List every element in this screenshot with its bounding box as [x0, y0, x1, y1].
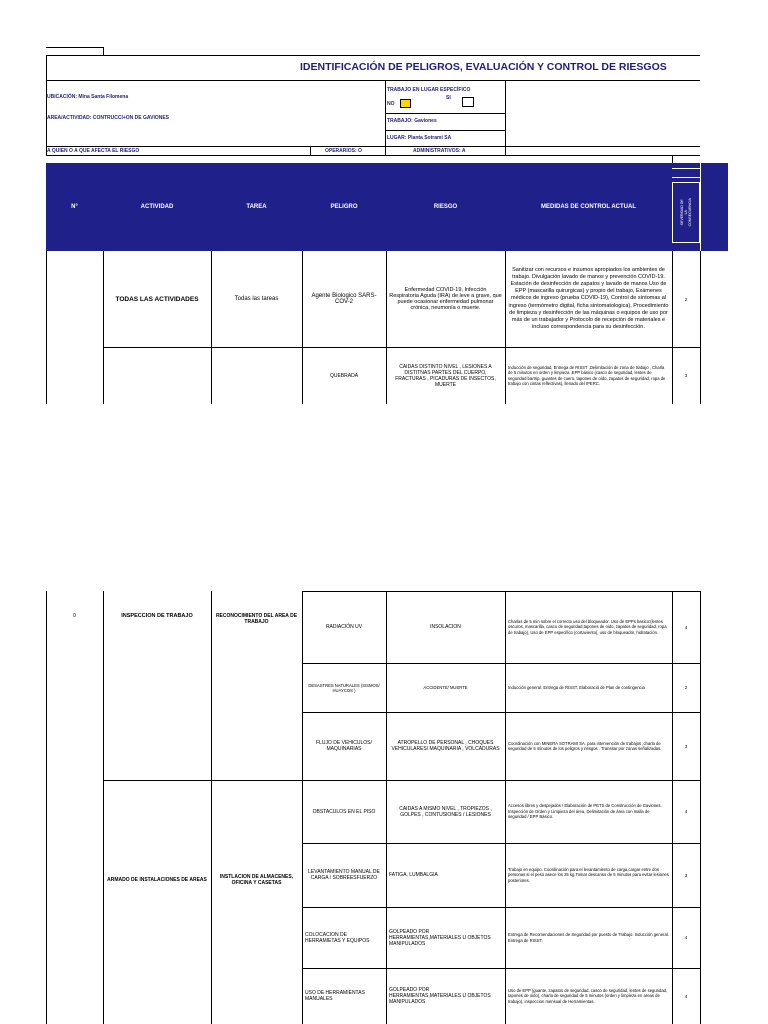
p2-row1-severidad: 4 — [684, 624, 688, 630]
col-header-severidad-wrap — [672, 182, 700, 243]
si-label: SI — [446, 95, 451, 101]
row2-severidad: 3 — [684, 373, 688, 378]
p2-row3-riesgo: ATROPELLO DE PERSONAL , CHOQUES VEHICULARES/ MAQUINARIA , VOLCADURAS — [391, 740, 500, 752]
row2-medidas: Inducción de seguridad, Entrega de RISST ,Delimitación de zona de trabajo , Charla de 5 minutos en orden y limpieza ,EPP básico (casco de seguridad, lentes de seguridad bartrip, guantes de cuero, tapones de oído, zapatos de seguridad, ropa de trabajo con cintas reflectivas), llenado del IPERC. — [508, 364, 666, 386]
grid-line — [46, 591, 47, 1024]
p2-row6-severidad: 4 — [684, 935, 688, 940]
top-tab-edge — [103, 47, 104, 55]
row1-riesgo: Enfermedad COVID-19, Infección Respiratoria Aguda (IRA) de leve a grave, que puede ocasionar enfermedad pulmonar crónica, neumonía o muerte. — [389, 287, 502, 311]
p2-row5-medidas: Trabajo en equipo. Coordinación para el levantamiento de carga,cargar entre dos personas si el peso asece los 25 kg.Tomar descanso de 5 minutos para evitar lesiones posteriores. — [508, 866, 669, 883]
header-divider — [385, 80, 386, 155]
page-title: IDENTIFICACIÓN DE PELIGROS, EVALUACIÓN Y CONTROL DE RIESGOS — [300, 61, 667, 73]
header-grid-line — [672, 177, 700, 178]
col-header-riesgo: RIESGO — [433, 204, 458, 210]
col-header-actividad: ACTIVIDAD — [140, 204, 174, 210]
group2-actividad: ARMADO DE INSTALACIONES DE AREAS — [107, 877, 207, 883]
header-divider — [310, 146, 311, 155]
row1-tarea: Todas las tareas — [234, 296, 279, 302]
p2-row1-medidas: Charlas de 5 min sobre el correcto uso del bloqueador. Uso de EPPs basico:(lentes oscuros, mascarilla, casco de seguridad,tapones de oido, zapatos de seguridad, ropa de trabajo), Uso de EPP especifico (cortaviento), uso de bloqueador, hidratación. — [508, 618, 667, 635]
header-border-top — [46, 55, 700, 56]
a-quien-label: A QUIEN O A QUE AFECTA EL RIESGO — [47, 147, 140, 154]
group2-tarea: INSTLACION DE ALMACENES, OFICINA Y CASETAS — [219, 874, 294, 886]
top-tab-line — [46, 47, 104, 48]
p2-row7-medidas: Uso de EPP (guante, zapatos de seguridad, casco de seguridad, lentes de seguridad, tapones de oido), charla de seguridad de 5 minutos (orden y limpieza en areas de trabajo), inspeccion mensual de Herramientas. — [508, 987, 668, 1004]
row2-peligro: QUEBRADA — [329, 372, 359, 379]
p2-row3-severidad: 3 — [684, 743, 688, 749]
p2-row1-riesgo: INSOLACION — [430, 624, 461, 630]
col-header-peligro: PELIGRO — [330, 204, 358, 210]
col-header-n: N° — [71, 204, 78, 210]
p2-row6-riesgo: GOLPEADO POR HERRAMIENTAS,MATERIALES U OBJETOS MANIPULADOS — [389, 928, 491, 947]
p2-row6-peligro: COLOCACION DE HERRAMIETAS Y EQUIPOS — [305, 931, 370, 944]
p2-row7-severidad: 4 — [684, 993, 688, 999]
p2-row2-medidas: Inducción general. Entrega de RISST. Elaboració de Plan de contingencia — [508, 684, 645, 690]
row1-actividad: TODAS LAS ACTIVIDADES — [115, 295, 199, 303]
row1-medidas: Sanitizar con recursos e insumos apropiados los ambientes de trabajo. Divulgación lavado de manos y prevención COVID-19. Estación de desinfección de zapatos y lavado de manos Uso de EPP (mascarilla quirurgicas) y propio del trabajo, Exámenes médicos de ingreso (prueba COVID-19), Control de síntomas al ingreso (termómetro digital, ficha sintomatologica), Procedimiento de limpieza y desinfección de las máquinas o equipos de uso por más de un trabajador y Protocolo de recepción de materiales e incluso correspondencia para su desinfección. — [508, 266, 669, 330]
grid-line — [46, 251, 47, 404]
no-label: NO — [387, 101, 395, 107]
p2-row4-medidas: Accesos libres y despejados / Elaboración de PETS de Construcción de Gaviones. Inspección de Orden y Limpieza del área, Delimitación de área con malla de seguridad / EPP Básico. — [508, 803, 662, 820]
header-grid-line — [700, 163, 701, 251]
p2-row5-peligro: LEVANTAMIENTO MANUAL DE CARGA / SOBREESFUERZO — [308, 869, 380, 881]
p2-row6-medidas: Entrega de Recomendaciones de Seguridad por puesto de Trabajo. Inducción general. Entrega de RISST. — [508, 932, 669, 943]
p2-row2-riesgo: ACCIDENTE/ MUERTE — [423, 685, 468, 690]
si-checkbox[interactable] — [462, 97, 474, 107]
header-divider — [505, 80, 506, 155]
header-divider — [672, 155, 673, 163]
row1-severidad: 2 — [684, 296, 688, 302]
no-checkbox[interactable] — [400, 99, 411, 108]
header-border — [46, 155, 700, 156]
p2-row7-peligro: USO DE HERRAMIENTAS MANUALES — [305, 990, 365, 1002]
p2-row5-riesgo: FATIGA, LUMBALGIA — [389, 872, 438, 878]
grid-line — [700, 591, 701, 1024]
ubicacion-label: UBICACIÓN: Mina Santa Filomena — [47, 94, 129, 100]
p2-row2-peligro: DESASTRES NATURALES (SISMOS/ HUAYCOS ) — [308, 682, 380, 693]
p2-row4-severidad: 4 — [684, 809, 688, 814]
header-border — [46, 80, 700, 81]
row1-peligro: Agente Biologico SARS-COV-2 — [311, 293, 377, 305]
operarios-label: OPERARIOS: O — [325, 147, 362, 154]
p2-row3-peligro: FLUJO DE VEHICULOS/ MAQUINARIAS — [316, 740, 372, 752]
grid-line — [700, 251, 701, 404]
p2-row4-riesgo: CAIDAS A MISMO NIVEL , TROPIEZOS , GOLPES , CONTUSIONES / LESIONES — [399, 805, 492, 818]
header-border-left — [46, 55, 47, 155]
p2-row4-peligro: OBSTACULOS EN EL PISO — [312, 808, 376, 815]
administrativos-label: ADMINISTRATIVOS: A — [413, 147, 466, 154]
p2-row2-severidad: 2 — [684, 685, 688, 690]
group1-actividad: INSPECCION DE TRABAJO — [121, 613, 193, 619]
row2-riesgo: CAIDAS DISTINTO NIVEL , LESIONES A DISTITNAS PARTES DEL CUERPO, FRACTURAS , PICADURAS DE INSECTOS, MUERTE — [395, 363, 496, 388]
col-header-medidas: MEDIDAS DE CONTROL ACTUAL — [541, 204, 636, 210]
col-header-severidad: SEVERIDAD DE LA CONSECUENCIA — [679, 198, 693, 227]
group1-tarea: RECONOCIMIENTO DEL AREA DE TRABAJO — [215, 613, 298, 625]
header-border — [385, 113, 505, 114]
p2-row3-medidas: Coordinación con MINERA SOTRAMI SA. para intervención de trabajos ,charla de seguridad de 5 minutos de los peligros y riesgos . Transitar por zonas señalizadas. — [508, 740, 662, 751]
p2-row1-peligro: RADIACIÓN UV — [325, 624, 363, 630]
header-border — [385, 130, 505, 131]
row-number: 0 — [73, 613, 76, 619]
p2-row7-riesgo: GOLPEADO POR HERRAMIENTAS,MATERIALES U OBJETOS MANIPULADOS — [389, 987, 491, 1005]
col-header-tarea: TAREA — [246, 204, 267, 210]
area-label: AREA/ACTIVIDAD: CONTRUCCI+ON DE GAVIONES — [47, 115, 169, 121]
p2-row5-severidad: 3 — [684, 872, 688, 878]
header-border — [46, 146, 700, 147]
header-grid-line — [672, 168, 700, 169]
trabajo-label: TRABAJO: Gaviones — [387, 118, 437, 124]
trabajo-lugar-label: TRABAJO EN LUGAR ESPECÍFICO — [387, 87, 471, 93]
lugar-label: LUGAR: Planta Sotrami SA — [387, 135, 452, 141]
